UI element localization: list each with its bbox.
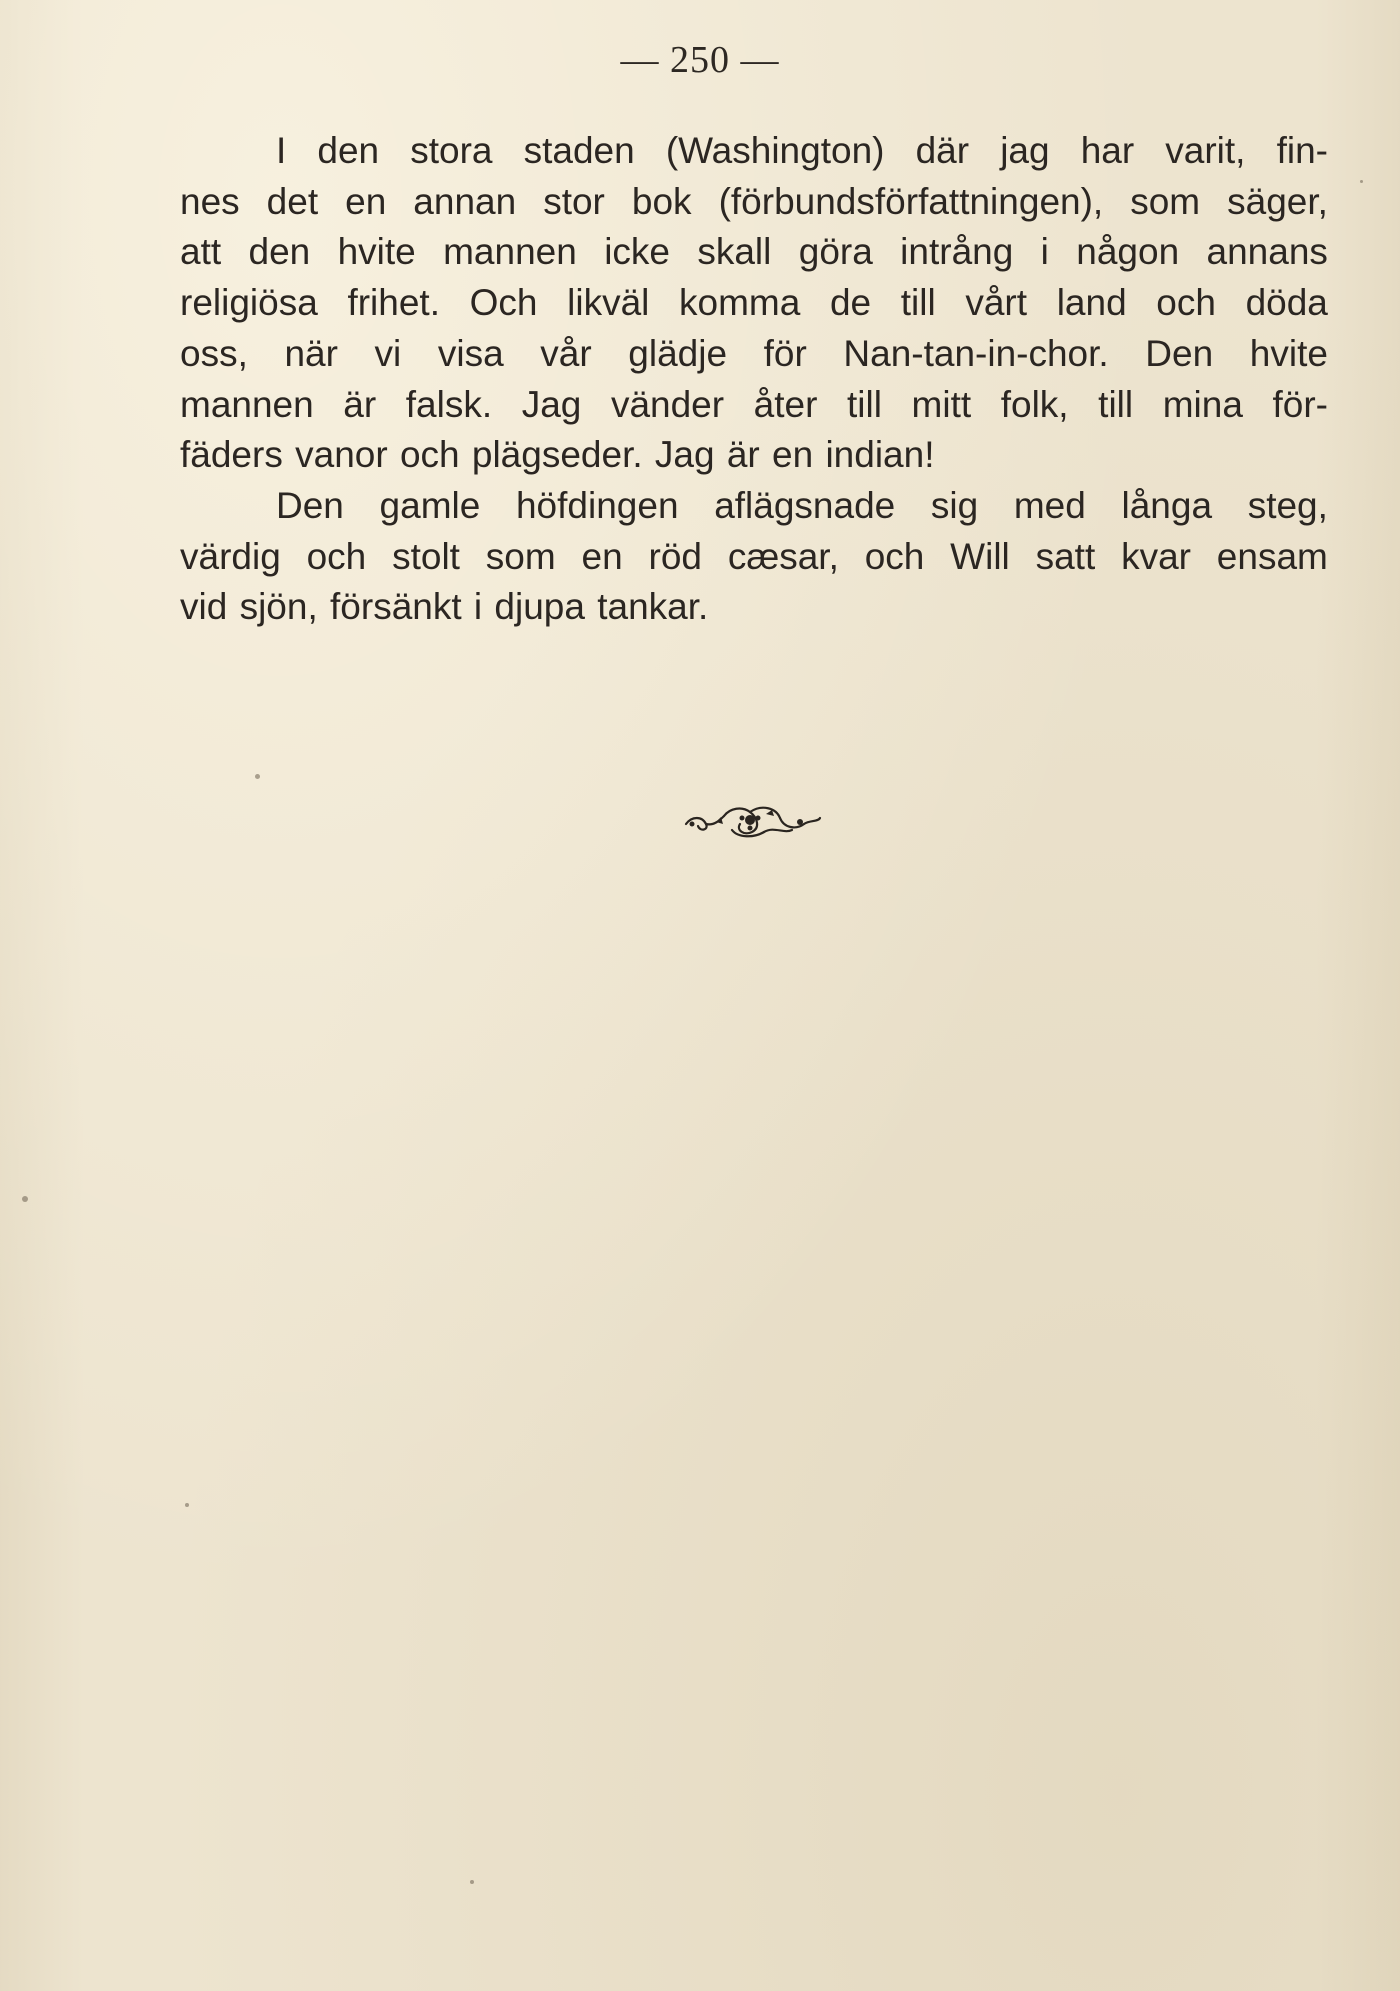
- text-line: Den gamle höfdingen aflägsnade sig med långa steg,: [276, 484, 1328, 526]
- paper-speck: [185, 1503, 189, 1507]
- paper-speck: [22, 1196, 28, 1202]
- text-line: mannen är falsk. Jag vänder åter till mitt folk, till mina för-: [180, 383, 1328, 425]
- text-line: religiösa frihet. Och likväl komma de till vårt land och döda: [180, 282, 1328, 324]
- text-line: fäders vanor och plägseder. Jag är en indian!: [180, 434, 935, 476]
- page-number: — 250 —: [620, 39, 780, 81]
- text-line: oss, när vi visa vår glädje för Nan-tan-in-chor. Den hvite: [180, 332, 1328, 374]
- paper-speck: [255, 774, 260, 779]
- text-line: att den hvite mannen icke skall göra intrång i någon annans: [180, 231, 1328, 273]
- text-line: värdig och stolt som en röd cæsar, och Will satt kvar ensam: [180, 535, 1328, 577]
- text-line: I den stora staden (Washington) där jag har varit, fin-: [276, 130, 1328, 171]
- text-line: vid sjön, försänkt i djupa tankar.: [180, 586, 709, 628]
- text-line: nes det en annan stor bok (förbundsförfattningen), som säger,: [180, 180, 1328, 222]
- body-text: [180, 126, 1328, 633]
- floral-ornament-icon: [680, 800, 825, 842]
- paper-speck: [470, 1880, 474, 1884]
- paper-speck: [1360, 180, 1363, 183]
